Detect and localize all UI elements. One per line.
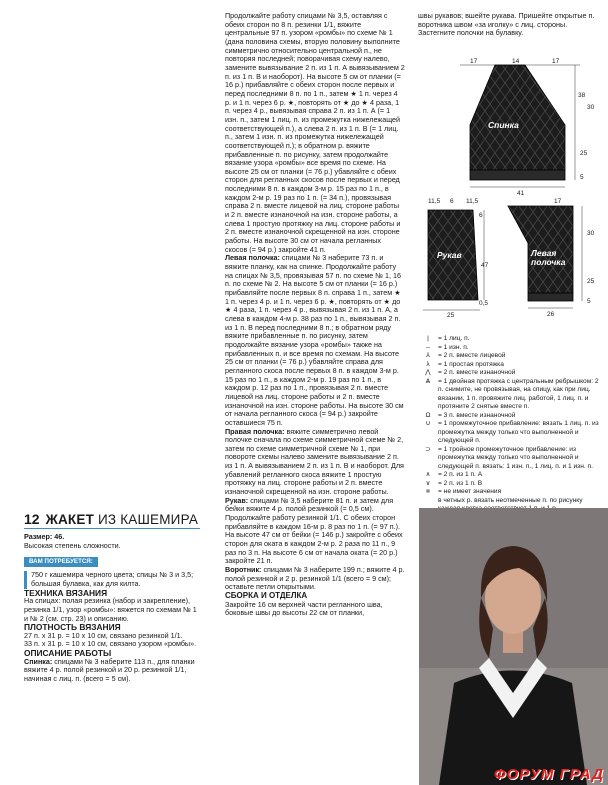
collar-heading: Воротник: (225, 565, 262, 574)
sleeve-label: Рукав (437, 250, 462, 260)
legend-row (418, 361, 603, 370)
front-label: Левая полочка (531, 248, 566, 267)
back-ribbing (470, 170, 565, 180)
back-dim-width: 41 (517, 190, 525, 197)
legend-row (418, 369, 603, 378)
legend-row (418, 446, 603, 472)
legend-row (418, 352, 603, 361)
ssk-symbol: λ (426, 360, 430, 368)
sleeve-heading: Рукав: (225, 495, 249, 505)
project-title-light: ИЗ КАШЕМИРА (97, 512, 199, 527)
model-illustration (419, 508, 608, 785)
materials-text: 750 г кашемира черного цвета; спицы № 3 и 3,5; большая булавка, как для килта. (24, 571, 200, 588)
density-title: ПЛОТНОСТЬ ВЯЗАНИЯ (24, 622, 121, 633)
assembly-continued: швы рукавов; вшейте рукава. Пришейте открытые п. воротника швом «за иголку» с лиц. стороны. Застегните полочки на булавку. (418, 11, 595, 38)
size-line: Размер: 46. (24, 532, 65, 542)
purl-stitch-symbol: – (426, 343, 430, 351)
density-line-1: 27 п. х 31 р. = 10 х 10 см, связано резинкой 1/1. (24, 630, 183, 640)
triple-increase-symbol: ⊃ (425, 445, 431, 453)
legend-row (418, 335, 603, 344)
increase-b-symbol: ∨ (425, 479, 431, 487)
technique-text: На спицах: полая резинка (набор и закрепление), резинка 1/1, узор «ромбы»: вяжется по схемам № 1 и № 2 (см. стр. 23) и описанию. (24, 596, 197, 623)
title-rule (24, 528, 200, 530)
legend-text: = 2 п. вместе лицевой (438, 352, 506, 359)
p2tog-symbol: ⋀ (425, 369, 431, 376)
work-title: ОПИСАНИЕ РАБОТЫ (24, 648, 112, 659)
right-front-text: вяжите симметрично левой полочке сначала по схеме симметричной схеме № 2, затем по схеме симметричной схеме № 1, при повороте схемы налево замените вывязывание 2 п. из 1 п. А вывязыванием 2 п. из 1 п. В и наоборот. Для убавлений регланного скоса вяжите 1 простую протяжку на лиц. стороне работы и 2 п. вместе изнаночной скрещенной на изн. стороне работы. (225, 426, 404, 497)
legend-text: = 3 п. вместе изнаночной (438, 411, 516, 419)
back-dim-shoulder-right: 17 (552, 58, 560, 65)
legend-text: = 1 двойная протяжка с центральным ребрышком: 2 п. снимите, не провязывая, на спицу, как при лиц. вязании, 1 п. провяжите лиц. работой, 1 лиц. п. и протяните 2 снятые вместе п. (438, 377, 599, 410)
back-label: Спинка (488, 120, 519, 130)
back-schematic (440, 55, 600, 195)
legend-row (418, 378, 603, 412)
project-number: 12 (24, 511, 40, 527)
sleeve-text: спицами № 3,5 наберите 81 п. и затем для бейки вяжите 4 р. полой резинкой (= 0,5 см). Продолжайте работу резинкой 1/1. С обеих сторон прибавляйте в каждом 16-м р. 8 раз по 1 п. (= 97 п.). На высоте 47 см от бейки (= 146 р.) закройте с обеих сторон для оката в каждом 2-м р. 2 раза по 11 п., 9 раз по 3 п. На высоте 6 см от начала оката (= 20 р.) закройте 21 п. (225, 495, 403, 566)
back-instructions: Продолжайте работу спицами № 3,5, оставляя с обеих сторон по 8 п. резинки 1/1, вяжите центральные 97 п. узором «ромбы» по схеме № 1 (дана половина схемы, вторую половину выполните симметрично относительно центральной п., не повторяя последней; поворачивая схему налево, замените вывязывание 2 п. из 1 п. А вывязыванием 2 п. из 1 п. В и наоборот). На высоте 5 см от планки (= 16 р.) прибавляйте с обеих сторон после первых и перед последними 8 п. по 1 п., затем ★ 1 п. через 4 р. и 1 п. через 6 р. ★, повторять от ★ до ★ 4 раза, 1 п. через 4 р., вывязывая справа 2 п. из 1 п. А (= 1 изн. п., затем 1 лиц. п. из промежутка нижележащей соответствующей п.), а слева 2 п. из 1 п. В (= 1 лиц. п., затем 1 изн. п. из промежутка нижележащей соответствующей п.); в обратном р. вяжите прибавленные п. по рисунку, затем продолжайте вязание узора «ромбы» все время по схеме. На высоте 25 см от планки (= 76 р.) убавляйте с обеих сторон для регланных скосов после первых и перед последними 8 п. в каждом 3-м р. 15 раз по 1 п., в каждом 2-м р. 19 раз по 1 п. (= 34 п.), провязывая справа 2 п. вместе лицевой на лиц. стороне работы и 2 п. вместе изнаночной на изн. стороне работы, а слева 1 простую протяжку на лиц. стороне работы и 2 п. вместе изнаночной скрещенной на изн. стороне работы. На высоте 30 см от начала регланных скосов (= 94 р.) закройте 41 п. (225, 11, 405, 254)
sleeve-dim-11-5-a: 11,5 (428, 198, 441, 205)
left-front-text: спицами № 3 наберите 73 п. и вяжите планку, как на спинке. Продолжайте работу на спицах № 3,5, провязывая 57 п. по схеме № 1, 16 п. по схеме № 2. На высоте 5 см от планки (= 16 р.) прибавляйте после первых 8 п. справа 1 п., затем ★ 1 п. через 4 р. и 1 п. через 6 р. ★, повторять от ★ до ★ 4 раза, 1 п. через 4 р., вывязывая 2 п. из 1 п. А, а слева в каждом 4-м р. 38 раз по 1 п., вывязывая 2 п. из 1 п. В перед последними 8 п.; в обратном ряду вяжите прибавленные п. по рисунку, затем продолжайте вязание узора «ромбы» также на прибавленных п. и все время по схемам. На высоте 25 см от планки (= 76 р.) убавляйте справа для регланного скоса после первых 8 п. в каждом 3-м р. 15 раз по 1 п., в каждом 2-м р. 19 раз по 1 п., в каждом р. 12 раз по 1 п., провязывая 2 п. вместе лицевой на лиц. стороне работы и 2 п. вместе изнаночной на изн. стороне работы. На высоте 30 см от начала регланного скоса (= 94 р.) закройте оставшиеся 75 п. (225, 253, 404, 427)
front-dim-17: 17 (554, 198, 562, 205)
sleeve-dim-11-5-b: 11,5 (466, 198, 479, 205)
collar-paragraph (225, 566, 405, 592)
project-title (45, 512, 199, 527)
right-front-paragraph (225, 428, 405, 497)
legend-text: = 1 промежуточное прибавление: вязать 1 лиц. п. из промежутка между только что выполненной и следующей п. (438, 420, 599, 444)
back-dim-25: 25 (580, 150, 588, 157)
knit-stitch-symbol: | (427, 335, 429, 342)
legend-row (418, 420, 603, 446)
difficulty-line: Высокая степень сложности. (24, 540, 121, 550)
left-front-paragraph (225, 254, 405, 427)
project-title-bold: ЖАКЕТ (45, 512, 95, 527)
work-text: спицами № 3 наберите 113 п., для планки вяжите 4 р. полой резинкой и 20 р. резинкой 1/1, начиная с лиц. п. (всего = 5 см). (24, 656, 195, 684)
legend-note-spacer (418, 497, 438, 506)
materials-banner: ВАМ ПОТРЕБУЕТСЯ: (24, 557, 98, 568)
legend-text: = 2 п. из 1 п. А (438, 471, 483, 478)
project-header (24, 511, 200, 527)
back-dim-5: 5 (580, 174, 584, 181)
sleeve-paragraph (225, 497, 405, 566)
sleeve-dim-6-b: 6 (479, 212, 483, 219)
legend-text: = 1 изн. п. (438, 343, 469, 351)
assembly-text: Закройте 16 см верхней части регланного шва, боковые швы до высоты 22 см от планки, (225, 599, 383, 618)
k2tog-symbol: ⅄ (425, 352, 431, 359)
no-stitch-symbol: ■ (426, 488, 430, 495)
legend-text: = не имеет значения (438, 488, 502, 495)
front-dim-26: 26 (547, 311, 555, 318)
increase-a-symbol: ∧ (425, 471, 431, 478)
sleeve-dim-47: 47 (481, 262, 489, 269)
work-paragraph (24, 658, 200, 684)
back-dim-neck: 14 (512, 58, 520, 65)
legend-text: = 1 лиц. п. (438, 335, 470, 342)
collar-text: спицами № 3 наберите 199 п.; вяжите 4 р. полой резинкой и 2 р. резинкой 1/1 (всего = 9 см); оставьте петли открытыми. (225, 565, 405, 592)
legend-note: в четных р. вязать неотмеченные п. по рисунку (438, 496, 583, 504)
technique-title: ТЕХНИКА ВЯЗАНИЯ (24, 587, 108, 598)
make-one-symbol: ∪ (425, 420, 431, 427)
instructions-column (225, 12, 405, 618)
assembly-title: СБОРКА И ОТДЕЛКА (225, 590, 308, 600)
legend-row (418, 488, 603, 497)
left-front-heading: Левая полочка: (225, 253, 280, 263)
legend-row (418, 471, 603, 480)
back-dim-30: 30 (587, 104, 595, 111)
front-dim-25: 25 (587, 278, 595, 285)
legend-text: = 2 п. вместе изнаночной (438, 369, 516, 376)
sleeve-dim-25: 25 (447, 312, 455, 319)
front-dim-5: 5 (587, 298, 591, 305)
forum-watermark: ФОРУМ ГРАД (493, 766, 604, 783)
right-front-heading: Правая полочка: (225, 426, 285, 436)
front-dim-30: 30 (587, 230, 595, 237)
legend-text: = 2 п. из 1 п. В (438, 479, 483, 487)
sleeve-dim-0-5: 0,5 (479, 300, 489, 307)
legend-text: = 1 простая протяжка (438, 360, 504, 368)
legend-row (418, 412, 603, 421)
p3tog-symbol: Ω (425, 411, 431, 419)
front-ribbing (528, 293, 573, 301)
back-dim-38: 38 (578, 92, 586, 99)
model-photo (419, 508, 608, 785)
symbol-legend (418, 335, 603, 514)
back-dim-shoulder-left: 17 (470, 58, 478, 65)
project-column (24, 511, 200, 684)
legend-row (418, 480, 603, 489)
legend-text: = 1 тройное промежуточное прибавление: из промежутка между только что выполненной и следующей п. вязать: 1 изн. п., 1 лиц. п. и 1 изн. п. (438, 445, 593, 470)
sleeve-dim-6-a: 6 (450, 198, 454, 205)
legend-row (418, 497, 603, 506)
back-panel-shape (470, 65, 565, 170)
double-decrease-symbol: Ѧ (425, 377, 431, 385)
legend-row (418, 344, 603, 353)
work-heading: Спинка: (24, 656, 53, 666)
density-line-2: 33 п. х 31 р. = 10 х 10 см, связано узором «ромбы». (24, 639, 197, 649)
